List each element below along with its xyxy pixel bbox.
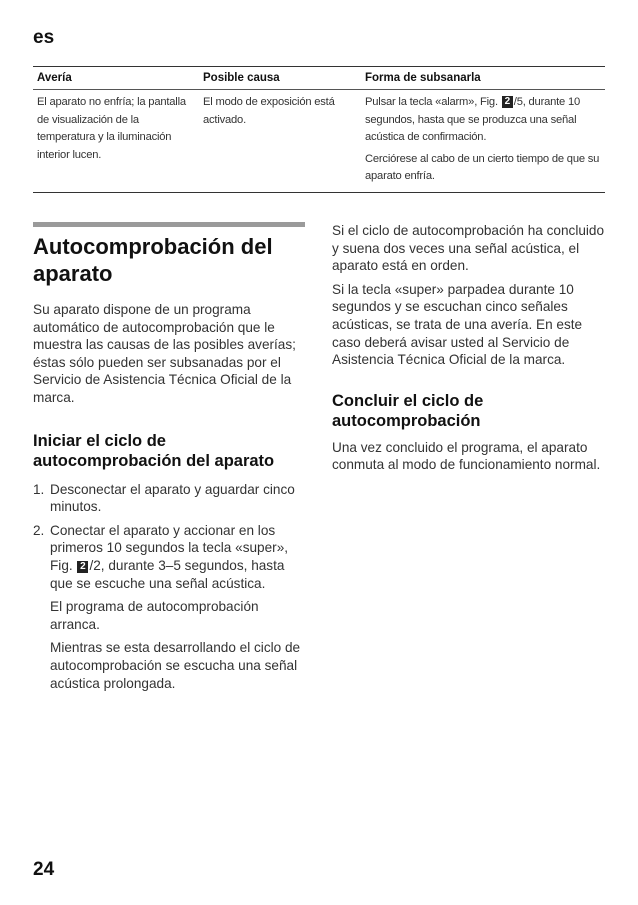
step-number: 2. [33,522,45,538]
end-paragraph: Una vez concluido el programa, el aparato conmuta al modo de funcionamiento normal. [332,439,601,473]
troubleshooting-table [33,66,605,193]
forma-text-pre: Pulsar la tecla «alarm», Fig. [365,96,498,108]
cell-averia: El aparato no enfría; la pantalla de visualización de la temperatura y la iluminación interior lucen. [37,96,186,161]
intro-paragraph: Su aparato dispone de un programa automático de autocomprobación que le muestra las causas de las posibles averías; éstas sólo pueden ser subsanadas por el Servicio de Asistencia Técnica Oficial de la marca. [33,302,296,405]
list-item [33,481,305,516]
cell-forma [361,94,605,186]
header-forma-subsanarla: Forma de subsanarla [365,72,481,84]
step-number: 1. [33,481,45,497]
forma-paragraph-2: Cerciórese al cabo de un cierto tiempo de que su aparato enfría. [365,152,600,182]
step-text-pre: Conectar el aparato y accionar en los primeros 10 segundos la tecla «super», Fig. [50,522,289,573]
table-header-row [33,67,605,90]
subsection-title-start: Iniciar el ciclo de autocomprobación del aparato [33,431,275,470]
cell-causa: El modo de exposición está activado. [203,96,335,126]
steps-list [33,481,305,693]
step-text: Desconectar el aparato y aguardar cinco minutos. [50,481,295,515]
section-title: Autocomprobación del aparato [33,234,273,286]
step-text-post: /2, durante 3–5 segundos, hasta que se escuche una señal acústica. [50,557,285,591]
page-number: 24 [33,859,55,880]
figure-ref-badge: 2 [502,96,513,108]
table-row [33,90,605,193]
step-note-1: El programa de autocomprobación arranca. [50,599,259,632]
section-bar [33,222,305,227]
figure-ref-badge: 2 [77,561,88,573]
list-item [33,522,305,692]
step-note-2: Mientras se esta desarrollando el ciclo de autocomprobación se escucha una señal acústica prolongada. [50,640,301,691]
result-ok-paragraph: Si el ciclo de autocomprobación ha concluido y suena dos veces una señal acústica, el aparato está en orden. [332,223,605,274]
left-column [33,222,305,692]
forma-paragraph-1 [365,94,605,147]
header-averia: Avería [37,72,72,84]
subsection-title-end: Concluir el ciclo de autocomprobación [332,391,484,430]
result-fault-paragraph: Si la tecla «super» parpadea durante 10 segundos y se escuchan cinco señales acústicas, se trata de una avería. En este caso deberá avisar usted al Servicio de Asistencia Técnica Oficial de la marca. [332,281,583,368]
forma-text-post: /5, durante 10 segundos, hasta que se produzca una señal acústica de confirmación. [365,96,581,143]
language-code: es [33,27,55,48]
header-posible-causa: Posible causa [203,72,280,84]
right-column [332,222,607,474]
